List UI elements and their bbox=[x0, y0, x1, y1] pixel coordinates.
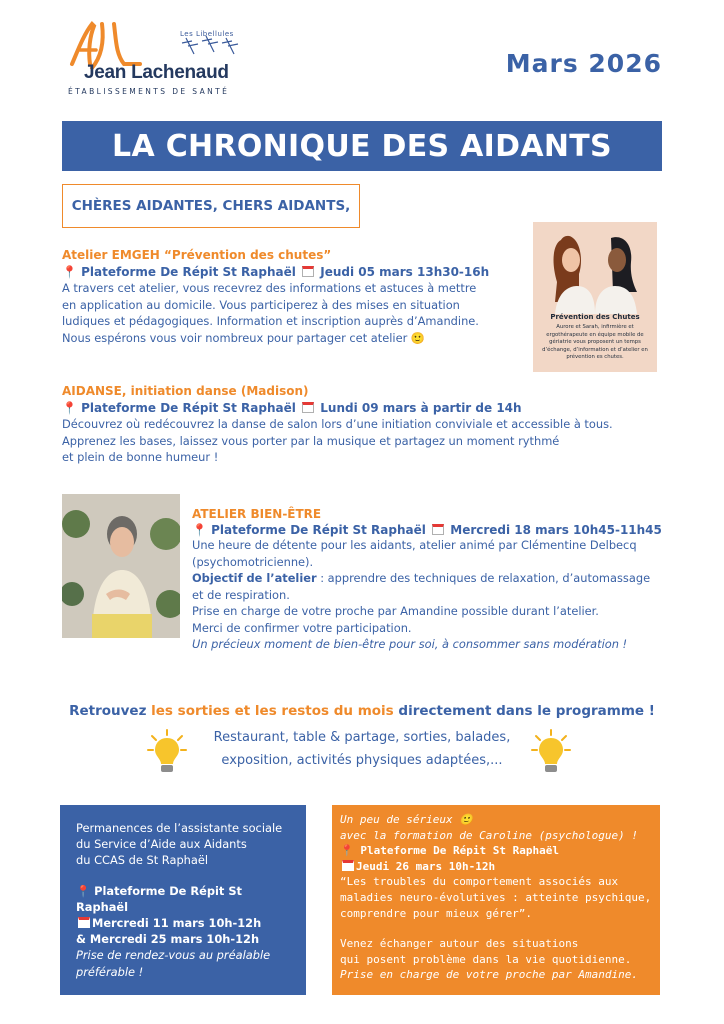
lightbulb-icon bbox=[146, 728, 188, 776]
dragonfly-icon bbox=[178, 34, 248, 56]
pin-icon: 📍 bbox=[76, 883, 91, 898]
relaxation-photo bbox=[62, 494, 180, 638]
logo-name: Jean Lachenaud bbox=[84, 62, 229, 83]
card-title: Prévention des Chutes bbox=[550, 313, 640, 321]
event-title: Atelier EMGEH “Prévention des chutes” bbox=[62, 248, 332, 262]
social-assistant-box: Permanences de l’assistante sociale du Service d’Aide aux Aidants du CCAS de St Raphaël 📍 Plateforme De Répit St Raphaël Mercredi 11 mars 10h-12h & Mercredi 25 mars 10h-12h Prise de rendez-vous au préalable préférable ! bbox=[60, 805, 306, 995]
logo-libellules: Les Libellules bbox=[180, 30, 234, 38]
program-line-2: exposition, activités physiques adaptées,... bbox=[221, 753, 503, 768]
greeting-box: CHÈRES AIDANTES, CHERS AIDANTS, bbox=[62, 184, 360, 228]
pin-icon: 📍 bbox=[62, 401, 77, 415]
program-line-1: Restaurant, table & partage, sorties, balades, bbox=[213, 730, 511, 745]
event-location: 📍 Plateforme De Répit St Raphaël Mercredi 18 mars 10h45-11h45 bbox=[192, 523, 662, 537]
calendar-icon bbox=[432, 524, 444, 535]
pin-icon: 📍 bbox=[62, 265, 77, 279]
caregivers-illustration bbox=[533, 222, 657, 314]
calendar-icon bbox=[302, 266, 314, 277]
calendar-icon bbox=[78, 917, 90, 928]
event-aidanse: AIDANSE, initiation danse (Madison) 📍 Plateforme De Répit St Raphaël Lundi 09 mars à partir de 14h Découvrez où redécouvrez la danse de salon lors d’une initiation conviviale et accessible à tous. Apprenez les bases, laissez vous porter par la musique et partagez un moment rythmé et plein de bonne humeur ! bbox=[62, 384, 682, 466]
event-title: ATELIER BIEN-ÊTRE bbox=[192, 507, 322, 521]
event-prevention: Atelier EMGEH “Prévention des chutes” 📍 Plateforme De Répit St Raphaël Jeudi 05 mars 13h30-16h A travers cet atelier, vous recevrez des informations et astuces à mettre en application au domicile. Vous participerez à des mises en situation ludiques et pédagogiques. Information et inscription auprès d’Amandine. Nous espérons vous voir nombreux pour partager cet atelier 🙂 bbox=[62, 248, 522, 346]
event-bien-etre: ATELIER BIEN-ÊTRE 📍 Plateforme De Répit St Raphaël Mercredi 18 mars 10h45-11h45 Une heure de détente pour les aidants, atelier animé par Clémentine Delbecq (psychomotricienne). Objectif de l’atelier : apprendre des techniques de relaxation, d’automassage et de respiration. Prise en charge de votre proche par Amandine possible durant l’atelier. Merci de confirmer votre participation. Un précieux moment de bien-être pour soi, à consommer sans modération ! bbox=[192, 507, 662, 651]
event-title: AIDANSE, initiation danse (Madison) bbox=[62, 384, 309, 398]
card-text: Aurore et Sarah, infirmière et ergothérapeute en équipe mobile de gériatrie vous proposent un temps d’échange, d’information et d’atelier en prévention es chutes. bbox=[542, 324, 648, 361]
logo-subtitle: ÉTABLISSEMENTS DE SANTÉ bbox=[68, 87, 230, 96]
pin-icon: 📍 bbox=[340, 844, 354, 858]
training-box: Un peu de sérieux 🙂 avec la formation de Caroline (psychologue) ! 📍 Plateforme De Répit St Raphaël Jeudi 26 mars 10h-12h “Les troubles du comportement associés aux maladies neuro-évolutives : atteinte psychique, comprendre pour mieux gérer”. Venez échanger autour des situations qui posent problème dans la vie quotidienne. Prise en charge de votre proche par Amandine. bbox=[332, 805, 660, 995]
smile-icon: 🙂 bbox=[410, 330, 426, 345]
event-location: 📍 Plateforme De Répit St Raphaël Jeudi 05 mars 13h30-16h bbox=[62, 265, 490, 279]
program-heading: Retrouvez les sorties et les restos du mois directement dans le programme ! bbox=[69, 703, 655, 719]
page-title: LA CHRONIQUE DES AIDANTS bbox=[62, 121, 662, 171]
issue-month: Mars 2026 bbox=[505, 49, 662, 78]
event-location: 📍 Plateforme De Répit St Raphaël Lundi 09 mars à partir de 14h bbox=[62, 401, 522, 415]
pin-icon: 📍 bbox=[192, 523, 207, 537]
smile-icon: 🙂 bbox=[459, 813, 473, 826]
calendar-icon bbox=[342, 860, 354, 871]
lightbulb-icon bbox=[530, 728, 572, 776]
calendar-icon bbox=[302, 402, 314, 413]
